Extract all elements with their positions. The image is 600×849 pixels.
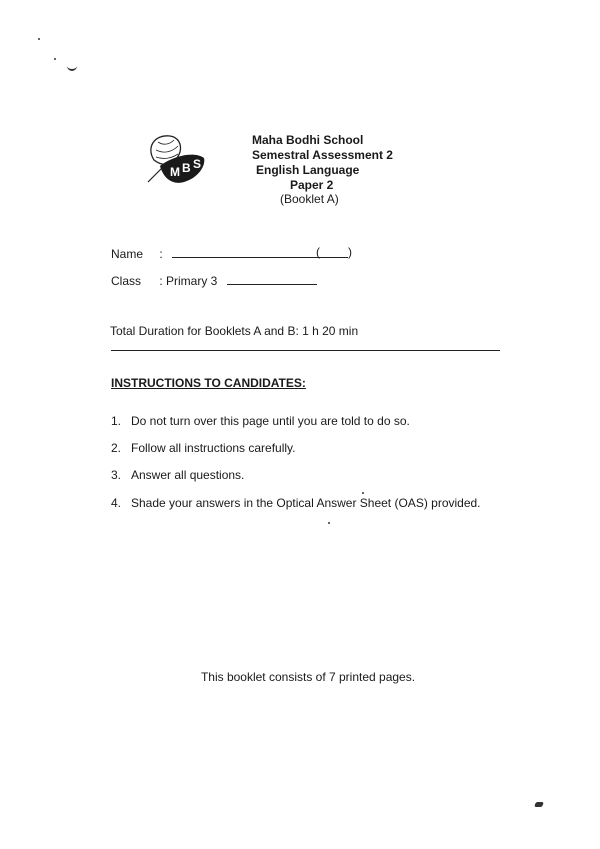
class-field[interactable] [227, 272, 317, 285]
instruction-item [111, 441, 296, 455]
scan-mark [67, 63, 77, 71]
index-close-paren: ) [348, 245, 352, 259]
instruction-item [111, 468, 244, 482]
page-count-note: This booklet consists of 7 printed pages. [200, 670, 416, 684]
scan-speck [54, 58, 56, 60]
booklet-title: (Booklet A) [280, 192, 339, 206]
class-label: Class [111, 274, 142, 288]
instruction-number: 3. [111, 468, 122, 482]
instruction-item [111, 414, 410, 428]
class-value: : Primary 3 [159, 274, 218, 288]
index-open-paren: ( [316, 245, 320, 259]
scan-speck [362, 492, 364, 494]
instruction-text: Follow all instructions carefully. [131, 441, 296, 455]
total-duration: Total Duration for Booklets A and B: 1 h 20 min [110, 324, 359, 338]
logo-letter-b: B [182, 161, 191, 175]
school-name: Maha Bodhi School [252, 133, 364, 147]
scan-mark [534, 802, 544, 807]
instruction-number: 1. [111, 414, 122, 428]
instruction-number: 2. [111, 441, 122, 455]
scan-speck [328, 522, 330, 524]
assessment-title: Semestral Assessment 2 [252, 148, 393, 162]
instruction-text: Answer all questions. [131, 468, 245, 482]
instruction-number: 4. [111, 496, 122, 510]
logo-letter-m: M [170, 165, 180, 179]
logo-letter-s: S [193, 157, 202, 171]
divider-rule [111, 350, 500, 351]
class-row [111, 272, 317, 288]
school-logo-icon [140, 130, 210, 190]
name-field[interactable] [172, 245, 348, 258]
scan-speck [38, 38, 40, 40]
instruction-text: Shade your answers in the Optical Answer Sheet (OAS) provided. [131, 496, 481, 510]
instructions-title: INSTRUCTIONS TO CANDIDATES: [111, 376, 306, 390]
name-label: Name [111, 247, 144, 261]
instruction-item [111, 496, 481, 510]
paper-title: Paper 2 [290, 178, 334, 192]
name-row [111, 245, 352, 261]
instruction-text: Do not turn over this page until you are told to do so. [131, 414, 410, 428]
name-colon: : [159, 247, 163, 261]
subject-title: English Language [256, 163, 360, 177]
